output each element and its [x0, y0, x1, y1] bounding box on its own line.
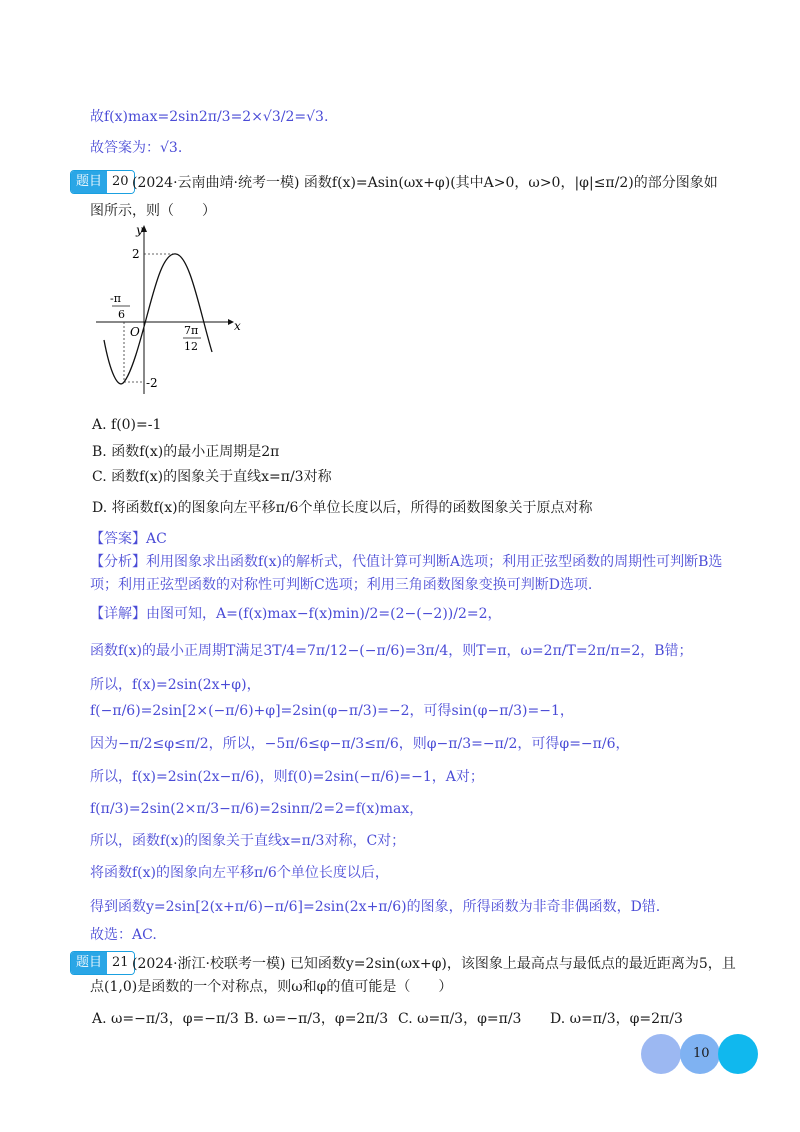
- tag-number: 21: [107, 952, 134, 974]
- detail-line-8: 所以，函数f(x)的图象关于直线x=π/3对称，C对；: [90, 833, 406, 849]
- q20-option-c: C. 函数f(x)的图象关于直线x=π/3对称: [92, 469, 332, 485]
- sine-graph: [88, 222, 248, 402]
- analysis-line-1: 【分析】利用图象求出函数f(x)的解析式，代值计算可判断A选项；利用正弦型函数的周期性可判断B选: [90, 554, 723, 570]
- q21-option-b: B. ω=−π/3，φ=2π/3: [244, 1011, 389, 1027]
- analysis-line-2: 项；利用正弦型函数的对称性可判断C选项；利用三角函数图象变换可判断D选项.: [90, 577, 593, 593]
- question-20-stem-2: 图所示，则（ ）: [90, 203, 216, 219]
- y-min-label: -2: [146, 376, 158, 390]
- question-20-stem-1: (2024·云南曲靖·统考一模) 函数f(x)=Asin(ωx+φ)(其中A>0，ω>0，|φ|≤π/2)的部分图象如: [132, 175, 718, 191]
- q20-option-a: A. f(0)=-1: [92, 417, 162, 433]
- detail-line-10: 得到函数y=2sin[2(x+π/6)−π/6]=2sin(2x+π/6)的图象，所得函数为非奇非偶函数，D错.: [90, 899, 661, 915]
- tag-label: 题目: [71, 171, 107, 193]
- detail-line-3: 所以，f(x)=2sin(2x+φ)，: [90, 677, 261, 693]
- q21-option-a: A. ω=−π/3，φ=−π/3: [92, 1011, 239, 1027]
- detail-line-9: 将函数f(x)的图象向左平移π/6个单位长度以后，: [90, 865, 389, 881]
- page-circle-left: [641, 1034, 681, 1074]
- detail-line-5: 因为−π/2≤φ≤π/2，所以，−5π/6≤φ−π/3≤π/6，则φ−π/3=−π/2，可得φ=−π/6，: [90, 736, 630, 752]
- q20-option-d: D. 将函数f(x)的图象向左平移π/6个单位长度以后，所得的函数图象关于原点对称: [92, 500, 593, 516]
- x-axis-label: x: [234, 319, 241, 333]
- neg-pi-6-num: -π: [110, 292, 121, 305]
- x-tick-num: 7π: [184, 324, 199, 337]
- detail-line-7: f(π/3)=2sin(2×π/3−π/6)=2sinπ/2=2=f(x)max，: [90, 801, 424, 817]
- detail-line-1: 【详解】由图可知，A=(f(x)max−f(x)min)/2=(2−(−2))/2=2，: [90, 606, 502, 622]
- detail-line-4: f(−π/6)=2sin[2×(−π/6)+φ]=2sin(φ−π/3)=−2，可得sin(φ−π/3)=−1，: [90, 703, 574, 719]
- tag-label: 题目: [71, 952, 107, 974]
- tag-number: 20: [107, 171, 134, 193]
- y-axis-label: y: [136, 223, 143, 237]
- page-number: 10: [693, 1046, 710, 1061]
- detail-line-11: 故选：AC.: [90, 927, 157, 943]
- question-21-stem-2: 点(1,0)是函数的一个对称点，则ω和φ的值可能是（ ）: [90, 979, 453, 995]
- question-21-stem-1: (2024·浙江·校联考一模) 已知函数y=2sin(ωx+φ)，该图象上最高点与最低点的最近距离为5，且: [132, 956, 736, 972]
- detail-line-6: 所以，f(x)=2sin(2x−π/6)，则f(0)=2sin(−π/6)=−1，A对；: [90, 769, 484, 785]
- solution-line-2: 故答案为：√3.: [90, 140, 183, 156]
- solution-line-1: 故f(x)max=2sin2π/3=2×√3/2=√3.: [90, 109, 329, 125]
- neg-pi-6-den: 6: [118, 308, 125, 321]
- answer-line: 【答案】AC: [90, 531, 167, 547]
- q20-option-b: B. 函数f(x)的最小正周期是2π: [92, 444, 280, 460]
- y-max-label: 2: [132, 247, 140, 261]
- origin-label: O: [130, 325, 140, 339]
- detail-line-2: 函数f(x)的最小正周期T满足3T/4=7π/12−(−π/6)=3π/4，则T=π，ω=2π/T=2π/π=2，B错；: [90, 643, 693, 659]
- q21-option-c: C. ω=π/3，φ=π/3: [398, 1011, 522, 1027]
- question-21-tag: [70, 951, 135, 975]
- page-circle-right: [718, 1034, 758, 1074]
- x-tick-den: 12: [184, 340, 198, 353]
- question-20-tag: [70, 170, 135, 194]
- q21-option-d: D. ω=π/3，φ=2π/3: [550, 1011, 683, 1027]
